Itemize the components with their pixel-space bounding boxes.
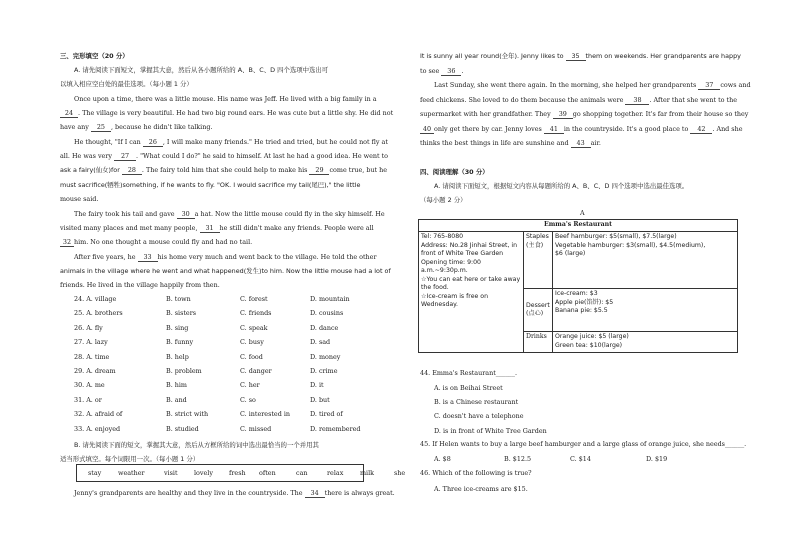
passage-line (420, 67, 463, 76)
menu-line: the food. (421, 284, 449, 291)
option-b: B. problem (166, 367, 202, 375)
instruction-b-line2: 适当形式填空。每个词限用一次。（每小题 1 分） (60, 455, 200, 463)
section-title-reading: 四、阅读理解（30 分） (420, 168, 489, 176)
blank-25: 25 (91, 123, 111, 132)
option-d: D. cousins (310, 309, 344, 318)
option-d: D. dance (310, 323, 339, 332)
menu-line: front of White Tree Garden (421, 250, 504, 257)
instruction-b-line1: B. 请先阅读下面的短文，掌握其大意，然后从方框所给的词中选出最恰当的一个并用其 (74, 441, 319, 449)
drinks-label: Drinks (524, 332, 553, 353)
text-run: . The village is very beautiful. He had two big round ears. He was cute but a little shy. He did not (78, 109, 394, 117)
passage-line (60, 152, 388, 161)
blank-38: 38 (625, 96, 649, 105)
word-option: weather (118, 469, 145, 477)
option-d: D. crime (310, 367, 338, 375)
question-45-option: C. $14 (570, 455, 591, 463)
question-44-option: D. is in front of White Tree Garden (434, 426, 547, 435)
blank-35: 35 (566, 52, 586, 61)
option-a: 31. A. or (74, 395, 102, 404)
text-run: all. He was very (60, 152, 112, 160)
passage-line (74, 253, 377, 262)
menu-line: Vegetable hamburger: $3(small), $4.5(medium), (555, 241, 706, 249)
question-46-option-a: A. Three ice-creams are $15. (434, 485, 528, 493)
option-c: C. friends (240, 309, 272, 318)
text-run: visited many places and met many people, (60, 224, 198, 232)
text-run: . (461, 67, 464, 75)
option-a: 27. A. lazy (74, 338, 108, 347)
passage-line: Once upon a time, there was a little mouse. His name was Jeff. He lived with a big family in a (74, 95, 377, 103)
passage-line (420, 139, 601, 148)
question-44-option: C. doesn't have a telephone (434, 412, 524, 421)
passage-line (60, 109, 393, 118)
word-option: can (296, 469, 308, 477)
menu-line: Tel: 765-8080 (421, 233, 464, 240)
word-option: lovely (194, 469, 213, 477)
word-option: stay (88, 469, 102, 477)
passage-line (74, 489, 395, 498)
text-run: It is sunny all year round(全年). Jenny likes to (420, 52, 564, 60)
word-option: relax (327, 469, 344, 477)
text-run: . The fairy told him that she could help to make his (141, 166, 308, 174)
menu-line: $6 (large) (555, 250, 586, 257)
text-run: Jenny's grandparents are healthy and they live in the countryside. The (74, 489, 303, 497)
option-c: C. forest (240, 295, 268, 303)
option-d: D. it (310, 381, 324, 390)
passage-line (60, 224, 374, 233)
menu-line: Orange juice: $5 (large) (555, 333, 629, 340)
passage-line (420, 125, 742, 134)
menu-line: Apple pie(馅饼): $5 (555, 298, 614, 306)
text-run: his home very much and went back to the village. He told the other (157, 253, 377, 261)
question-46: 46. Which of the following is true? (420, 469, 532, 477)
info-cell (419, 232, 524, 353)
word-option: she (394, 469, 406, 477)
blank-39: 39 (553, 110, 573, 119)
menu-line: a.m.~9:30p.m. (421, 267, 468, 274)
option-a: 33. A. enjoyed (74, 424, 121, 433)
word-option: milk (360, 469, 375, 477)
word-option: fresh (229, 469, 246, 477)
text-run: have any (60, 123, 89, 131)
blank-28: 28 (122, 166, 142, 175)
instruction-reading-line2: （每小题 2 分） (420, 196, 467, 204)
option-c: C. food (240, 352, 263, 361)
passage-line (74, 138, 388, 147)
instruction-a-line2: 以填入相应空白处的最佳选项。（每小题 1 分） (60, 80, 193, 88)
text-run: ask a fairy(仙女)for (60, 166, 120, 174)
passage-line (60, 238, 252, 247)
blank-43: 43 (571, 139, 591, 148)
staples-cell (553, 232, 738, 289)
text-run: them on weekends. Her grandparents are happy (585, 52, 741, 60)
text-run: feed chickens. She loved to do them because the animals were (420, 96, 624, 104)
passage-line (74, 210, 385, 219)
question-45-option: B. $12.5 (504, 455, 532, 463)
blank-41: 41 (544, 125, 564, 134)
passage-label: A (580, 209, 585, 217)
option-c: C. speak (240, 323, 268, 332)
passage-line (60, 166, 387, 175)
text-run: come true, but he (329, 166, 388, 174)
dessert-label: Dessert (点心) (524, 289, 553, 332)
text-run: . And she (712, 125, 743, 133)
text-run: to see (420, 67, 440, 75)
passage-line (434, 81, 751, 90)
option-c: C. interested in (240, 410, 290, 419)
option-d: D. remembered (310, 424, 361, 433)
text-run: Last Sunday, she went there again. In the morning, she helped her grandparents (434, 81, 697, 89)
option-b: B. help (166, 352, 189, 361)
option-c: C. her (240, 381, 260, 390)
text-run: cows and (720, 81, 751, 89)
blank-30: 30 (177, 210, 195, 219)
option-c: C. so (240, 395, 256, 404)
option-b: B. town (166, 295, 191, 303)
text-run: in the countryside. It's a good place to (563, 125, 689, 133)
menu-line: Beef hamburger: $5(small), $7.5(large) (555, 233, 677, 240)
word-box (76, 464, 406, 482)
blank-33: 33 (138, 253, 158, 262)
passage-line: friends. He lived in the village happily from then. (60, 281, 220, 289)
text-run: . After that she went to the (649, 96, 738, 104)
text-run: air. (590, 139, 601, 147)
option-a: 29. A. dream (74, 367, 116, 375)
text-run: only get there by car. Jenny loves (434, 125, 542, 133)
blank-34: 34 (305, 489, 325, 498)
text-run: , because he didn't like talking. (110, 123, 213, 131)
passage-line: mouse said. (60, 195, 99, 203)
option-b: B. funny (166, 338, 194, 347)
question-45-option: A. $8 (434, 455, 451, 463)
passage-line (420, 110, 748, 119)
option-b: B. him (166, 381, 187, 390)
text-run: thinks the best things in life are sunshine and (420, 139, 569, 147)
word-option: often (259, 469, 276, 477)
menu-line: Address: No.28 Jinhai Street, in (421, 241, 518, 249)
text-run: him. No one thought a mouse could fly and had no tail. (74, 238, 253, 246)
question-45-option: D. $19 (646, 455, 668, 463)
option-d: D. but (310, 395, 330, 404)
passage-line: must sacrifice(牺牲)something, if he wants to fly. "OK. I would sacrifice my tail(尾巴)," the little (60, 181, 361, 189)
blank-24: 24 (60, 109, 78, 118)
blank-37: 37 (698, 81, 720, 90)
text-run: , I will make many friends." He tried and tried, but he could not fly at (162, 138, 388, 146)
menu-line: Wednesday. (421, 301, 458, 308)
option-d: D. sad (310, 338, 331, 347)
text-run: He thought, "If I can (74, 138, 141, 146)
text-run: supermarket with her grandfather. They (420, 110, 551, 118)
option-b: B. studied (166, 424, 199, 433)
text-run: The fairy took his tail and gave (74, 210, 175, 218)
option-a: 32. A. afraid of (74, 410, 123, 419)
option-a: 28. A. time (74, 352, 110, 361)
menu-line: ☆Ice-cream is free on (421, 292, 488, 300)
text-run: he still didn't make any friends. People were all (219, 224, 374, 232)
option-a: 24. A. village (74, 295, 117, 303)
menu-line: Opening time: 9:00 (421, 258, 481, 266)
option-d: D. mountain (310, 295, 350, 303)
option-a: 25. A. brothers (74, 309, 123, 318)
instruction-a-line1: A. 请先阅读下面短文，掌握其大意，然后从各小题所给的 A、B、C、D 四个选项中选出可 (74, 66, 329, 74)
passage-line (60, 123, 212, 132)
menu-line: Green tea: $10(large) (555, 341, 623, 349)
passage-line (420, 96, 737, 105)
blank-26: 26 (143, 138, 163, 147)
option-b: B. and (166, 395, 187, 404)
menu-line: ☆You can eat here or take away (421, 275, 521, 283)
blank-36: 36 (441, 67, 461, 76)
text-run: . "What could I do?" he said to himself. At last he had a good idea. He went to (136, 152, 389, 160)
staples-label: Staples (主食) (524, 232, 553, 289)
option-b: B. sisters (166, 309, 197, 318)
question-44-option: B. is a Chinese restaurant (434, 398, 519, 407)
option-c: C. busy (240, 338, 264, 347)
question-44: 44. Emma's Restaurant______. (420, 369, 517, 377)
dessert-cell (553, 289, 738, 332)
option-d: D. tired of (310, 410, 343, 419)
menu-line: Ice-cream: $3 (555, 290, 598, 297)
drinks-cell (553, 332, 738, 353)
question-45: 45. If Helen wants to buy a large beef hamburger and a large glass of orange juice, she needs______. (420, 440, 747, 448)
passage-line (420, 52, 741, 61)
blank-40: 40 (420, 125, 434, 134)
option-b: B. strict with (166, 410, 209, 419)
restaurant-menu-table (418, 219, 738, 353)
question-44-option: A. is on Beihai Street (434, 384, 503, 392)
instruction-reading-line1: A. 请阅读下面短文，根据短文内容从每题所给的 A、B、C、D 四个选项中选出最佳选项。 (434, 182, 689, 190)
text-run: After five years, he (74, 253, 136, 261)
blank-42: 42 (690, 125, 712, 134)
menu-title: Emma's Restaurant (419, 220, 738, 232)
passage-line: animals in the village where he went and what happened(发生)to him. Now the little mouse had a lot of (60, 267, 391, 275)
option-c: C. missed (240, 424, 272, 433)
option-d: D. money (310, 352, 341, 361)
blank-32: 32 (60, 238, 74, 247)
word-option: visit (164, 469, 178, 477)
text-run: go shopping together. It's far from their house so they (572, 110, 749, 118)
blank-29: 29 (309, 166, 329, 175)
blank-27: 27 (114, 152, 136, 161)
option-b: B. sing (166, 323, 189, 332)
text-run: there is always great. (324, 489, 395, 497)
option-a: 26. A. fly (74, 323, 103, 332)
text-run: a hat. Now the little mouse could fly in the sky himself. He (194, 210, 385, 218)
menu-line: Banana pie: $5.5 (555, 307, 608, 314)
option-a: 30. A. me (74, 381, 105, 390)
blank-31: 31 (200, 224, 220, 233)
section-title-cloze: 三、完形填空（20 分） (60, 52, 129, 60)
option-c: C. danger (240, 367, 272, 375)
